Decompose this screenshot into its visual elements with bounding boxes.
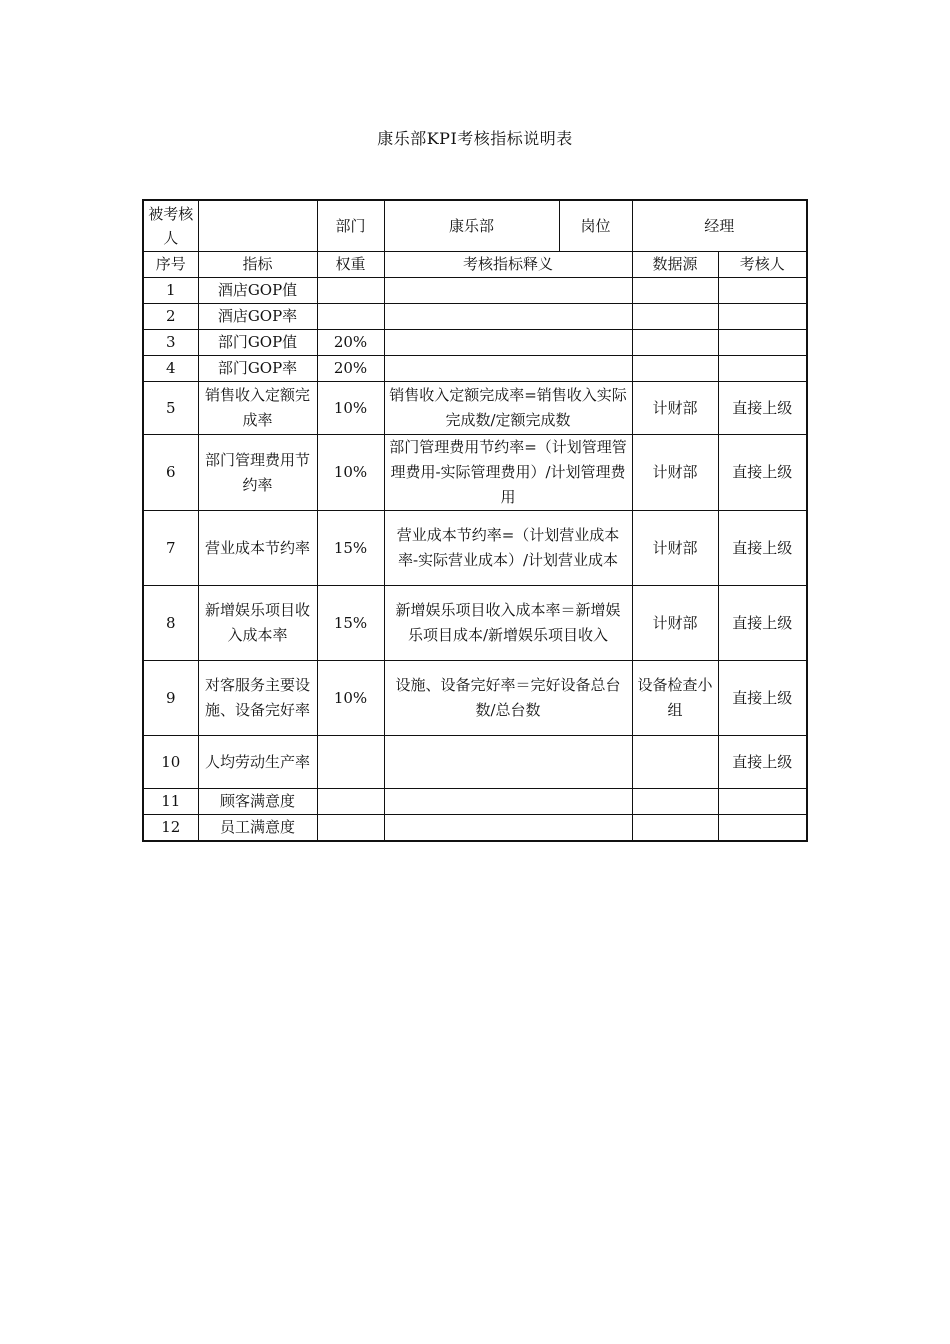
row-definition bbox=[384, 356, 632, 382]
row-weight: 15% bbox=[317, 511, 384, 586]
table-row bbox=[143, 586, 807, 661]
row-source: 设备检查小组 bbox=[632, 661, 718, 736]
row-indicator: 酒店GOP率 bbox=[198, 304, 317, 330]
row-no: 4 bbox=[143, 356, 198, 382]
table-row bbox=[143, 815, 807, 842]
row-no: 7 bbox=[143, 511, 198, 586]
row-definition bbox=[384, 330, 632, 356]
row-no: 6 bbox=[143, 435, 198, 511]
position-value: 经理 bbox=[632, 200, 807, 252]
row-definition bbox=[384, 789, 632, 815]
col-header-definition: 考核指标释义 bbox=[384, 252, 632, 278]
row-no: 1 bbox=[143, 278, 198, 304]
row-indicator: 销售收入定额完成率 bbox=[198, 382, 317, 435]
row-source: 计财部 bbox=[632, 511, 718, 586]
assessee-label: 被考核人 bbox=[143, 200, 198, 252]
table-row bbox=[143, 304, 807, 330]
row-indicator: 营业成本节约率 bbox=[198, 511, 317, 586]
row-no: 5 bbox=[143, 382, 198, 435]
row-no: 9 bbox=[143, 661, 198, 736]
col-header-no: 序号 bbox=[143, 252, 198, 278]
row-weight: 20% bbox=[317, 356, 384, 382]
row-indicator: 部门GOP值 bbox=[198, 330, 317, 356]
row-indicator: 部门管理费用节约率 bbox=[198, 435, 317, 511]
dept-value: 康乐部 bbox=[384, 200, 559, 252]
col-header-assessor: 考核人 bbox=[718, 252, 807, 278]
row-assessor: 直接上级 bbox=[718, 586, 807, 661]
row-weight: 20% bbox=[317, 330, 384, 356]
row-source bbox=[632, 278, 718, 304]
row-assessor bbox=[718, 789, 807, 815]
row-source: 计财部 bbox=[632, 382, 718, 435]
row-weight bbox=[317, 304, 384, 330]
position-label: 岗位 bbox=[559, 200, 632, 252]
row-definition: 部门管理费用节约率=（计划管理管理费用-实际管理费用）/计划管理费用 bbox=[384, 435, 632, 511]
row-assessor bbox=[718, 356, 807, 382]
row-definition bbox=[384, 278, 632, 304]
row-indicator: 酒店GOP值 bbox=[198, 278, 317, 304]
table-row bbox=[143, 278, 807, 304]
column-header-row bbox=[143, 252, 807, 278]
row-weight: 10% bbox=[317, 435, 384, 511]
row-weight bbox=[317, 815, 384, 842]
row-no: 10 bbox=[143, 736, 198, 789]
row-no: 2 bbox=[143, 304, 198, 330]
row-assessor: 直接上级 bbox=[718, 736, 807, 789]
row-source: 计财部 bbox=[632, 435, 718, 511]
row-source bbox=[632, 789, 718, 815]
table-row bbox=[143, 435, 807, 511]
row-assessor: 直接上级 bbox=[718, 511, 807, 586]
row-weight: 10% bbox=[317, 382, 384, 435]
table-row bbox=[143, 789, 807, 815]
row-definition bbox=[384, 304, 632, 330]
table-row bbox=[143, 511, 807, 586]
row-assessor bbox=[718, 815, 807, 842]
table-row bbox=[143, 330, 807, 356]
row-definition bbox=[384, 736, 632, 789]
row-source bbox=[632, 304, 718, 330]
row-weight: 10% bbox=[317, 661, 384, 736]
assessee-value bbox=[198, 200, 317, 252]
table-row bbox=[143, 382, 807, 435]
row-assessor bbox=[718, 330, 807, 356]
row-source: 计财部 bbox=[632, 586, 718, 661]
col-header-source: 数据源 bbox=[632, 252, 718, 278]
table-row bbox=[143, 356, 807, 382]
col-header-weight: 权重 bbox=[317, 252, 384, 278]
table-row bbox=[143, 736, 807, 789]
row-indicator: 部门GOP率 bbox=[198, 356, 317, 382]
header-info-row bbox=[143, 200, 807, 252]
table-row bbox=[143, 661, 807, 736]
col-header-indicator: 指标 bbox=[198, 252, 317, 278]
row-no: 12 bbox=[143, 815, 198, 842]
row-definition: 设施、设备完好率＝完好设备总台数/总台数 bbox=[384, 661, 632, 736]
row-definition: 销售收入定额完成率=销售收入实际完成数/定额完成数 bbox=[384, 382, 632, 435]
row-assessor: 直接上级 bbox=[718, 661, 807, 736]
row-definition: 新增娱乐项目收入成本率＝新增娱乐项目成本/新增娱乐项目收入 bbox=[384, 586, 632, 661]
row-assessor bbox=[718, 278, 807, 304]
row-source bbox=[632, 736, 718, 789]
row-weight bbox=[317, 736, 384, 789]
row-no: 11 bbox=[143, 789, 198, 815]
dept-label: 部门 bbox=[317, 200, 384, 252]
row-source bbox=[632, 815, 718, 842]
kpi-table bbox=[142, 199, 808, 842]
row-weight bbox=[317, 789, 384, 815]
row-definition: 营业成本节约率=（计划营业成本率-实际营业成本）/计划营业成本 bbox=[384, 511, 632, 586]
row-source bbox=[632, 356, 718, 382]
row-source bbox=[632, 330, 718, 356]
row-weight: 15% bbox=[317, 586, 384, 661]
row-weight bbox=[317, 278, 384, 304]
row-indicator: 对客服务主要设施、设备完好率 bbox=[198, 661, 317, 736]
row-indicator: 顾客满意度 bbox=[198, 789, 317, 815]
row-no: 3 bbox=[143, 330, 198, 356]
row-no: 8 bbox=[143, 586, 198, 661]
row-assessor: 直接上级 bbox=[718, 435, 807, 511]
row-assessor: 直接上级 bbox=[718, 382, 807, 435]
row-definition bbox=[384, 815, 632, 842]
row-indicator: 员工满意度 bbox=[198, 815, 317, 842]
page-title: 康乐部KPI考核指标说明表 bbox=[377, 129, 573, 148]
row-assessor bbox=[718, 304, 807, 330]
row-indicator: 新增娱乐项目收入成本率 bbox=[198, 586, 317, 661]
row-indicator: 人均劳动生产率 bbox=[198, 736, 317, 789]
